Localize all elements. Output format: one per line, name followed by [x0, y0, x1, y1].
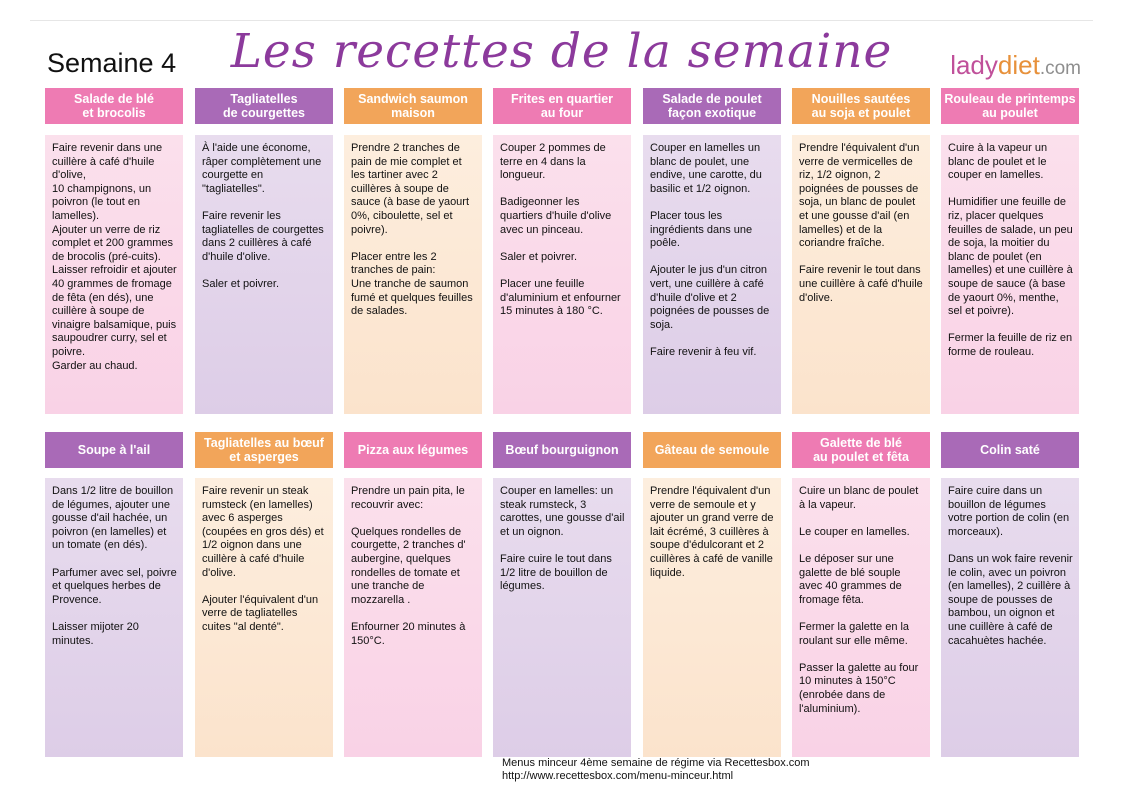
recipe-card	[45, 88, 183, 372]
recipe-title: Salade de blé et brocolis	[45, 88, 183, 124]
recipe-title: Galette de blé au poulet et fêta	[792, 432, 930, 468]
recipe-title: Soupe à l'ail	[45, 432, 183, 468]
recipe-instructions: À l'aide une économe, râper complètement une courgette en "tagliatelles". Faire revenir les tagliatelles de courgettes dans 2 cuillères à café d'huile d'olive. Saler et poivrer.	[195, 135, 333, 414]
page-title: Les recettes de la semaine	[230, 24, 893, 79]
recipe-title: Tagliatelles de courgettes	[195, 88, 333, 124]
ladydiet-logo: ladydiet.com	[950, 50, 1081, 80]
recipe-title: Nouilles sautées au soja et poulet	[792, 88, 930, 124]
recipe-title: Tagliatelles au bœuf et asperges	[195, 432, 333, 468]
recipe-card	[195, 432, 333, 633]
recipe-instructions: Couper 2 pommes de terre en 4 dans la longueur. Badigeonner les quartiers d'huile d'olive avec un pinceau. Saler et poivrer. Placer une feuille d'aluminium et enfourner 15 minutes à 180 °C.	[493, 135, 631, 414]
top-rule	[30, 20, 1093, 21]
recipe-instructions: Faire revenir dans une cuillère à café d'huile d'olive, 10 champignons, un poivron (le tout en lamelles). Ajouter un verre de riz complet et 200 grammes de brocolis (pré-cuits). Laisser refroidir et ajouter 40 grammes de fromage de fêta (en dés), une cuillère à soupe de vinaigre balsamique, puis saupoudrer curry, sel et poivre. Garder au chaud.	[45, 135, 183, 414]
recipe-title: Gâteau de semoule	[643, 432, 781, 468]
recipe-card	[344, 88, 482, 318]
recipe-card	[344, 432, 482, 647]
recipe-instructions: Cuire un blanc de poulet à la vapeur. Le couper en lamelles. Le déposer sur une galette de blé souple avec 40 grammes de fromage fêta. Fermer la galette en la roulant sur elle même. Passer la galette au four 10 minutes à 150°C (enrobée dans de l'aluminium).	[792, 478, 930, 757]
recipe-instructions: Couper en lamelles: un steak rumsteck, 3 carottes, une gousse d'ail et un oignon. Faire cuire le tout dans 1/2 litre de bouillon de légumes.	[493, 478, 631, 757]
recipe-instructions: Faire cuire dans un bouillon de légumes votre portion de colin (en morceaux). Dans un wok faire revenir le colin, avec un poivron (en lamelles), 2 cuillère à soupe de pousses de bambou, un oignon et une cuillère à café de cacahuètes hachée.	[941, 478, 1079, 757]
recipe-instructions: Couper en lamelles un blanc de poulet, une endive, une carotte, du basilic et 1/2 oignon. Placer tous les ingrédients dans une poêle. Ajouter le jus d'un citron vert, une cuillère à café d'huile d'olive et 2 poignées de pousses de soja. Faire revenir à feu vif.	[643, 135, 781, 414]
recipe-card	[792, 88, 930, 304]
recipe-card	[643, 88, 781, 358]
source-footer	[502, 757, 810, 783]
recipe-title: Frites en quartier au four	[493, 88, 631, 124]
recipe-title: Pizza aux légumes	[344, 432, 482, 468]
recipe-title: Salade de poulet façon exotique	[643, 88, 781, 124]
recipe-instructions: Prendre 2 tranches de pain de mie complet et les tartiner avec 2 cuillères à soupe de sauce (à base de yaourt 0%, ciboulette, sel et poivre). Placer entre les 2 tranches de pain: Une tranche de saumon fumé et quelques feuilles de salades.	[344, 135, 482, 414]
recipe-card	[45, 432, 183, 647]
recipe-card	[941, 432, 1079, 647]
recipe-card	[792, 432, 930, 715]
recipe-title: Bœuf bourguignon	[493, 432, 631, 468]
recipe-title: Rouleau de printemps au poulet	[941, 88, 1079, 124]
week-label: Semaine 4	[47, 48, 177, 78]
recipe-card	[493, 432, 631, 593]
recipe-title: Sandwich saumon maison	[344, 88, 482, 124]
recipe-instructions: Prendre l'équivalent d'un verre de semoule et y ajouter un grand verre de lait écrémé, 3 cuillères à soupe d'édulcorant et 2 cuillères à café de vanille liquide.	[643, 478, 781, 757]
recipe-card	[195, 88, 333, 290]
footer-line-2[interactable]: http://www.recettesbox.com/menu-minceur.html	[502, 770, 734, 782]
recipe-title: Colin saté	[941, 432, 1079, 468]
recipe-instructions: Prendre un pain pita, le recouvrir avec: Quelques rondelles de courgette, 2 tranches d' aubergine, quelques rondelles de tomate et une tranche de mozzarella . Enfourner 20 minutes à 150°C.	[344, 478, 482, 757]
footer-line-1: Menus minceur 4ème semaine de régime via Recettesbox.com	[502, 757, 810, 769]
recipe-instructions: Dans 1/2 litre de bouillon de légumes, ajouter une gousse d'ail hachée, un poivron (en lamelles) et un tomate (en dés). Parfumer avec sel, poivre et quelques herbes de Provence. Laisser mijoter 20 minutes.	[45, 478, 183, 757]
recipe-card	[643, 432, 781, 579]
recipe-instructions: Faire revenir un steak rumsteck (en lamelles) avec 6 asperges (coupées en gros dés) et 1/2 oignon dans une cuillère à café d'huile d'olive. Ajouter l'équivalent d'un verre de tagliatelles cuites "al denté".	[195, 478, 333, 757]
recipe-instructions: Prendre l'équivalent d'un verre de vermicelles de riz, 1/2 oignon, 2 poignées de pousses de soja, un blanc de poulet et une gousse d'ail (en lamelles) et de la coriandre fraîche. Faire revenir le tout dans une cuillère à café d'huile d'olive.	[792, 135, 930, 414]
recipe-card	[941, 88, 1079, 358]
recipe-card	[493, 88, 631, 318]
recipe-instructions: Cuire à la vapeur un blanc de poulet et le couper en lamelles. Humidifier une feuille de riz, placer quelques feuilles de salade, un peu de soja, la moitier du blanc de poulet (en lamelles) et une cuillère à soupe de sauce (à base de yaourt 0%, menthe, sel et poivre). Fermer la feuille de riz en forme de rouleau.	[941, 135, 1079, 414]
